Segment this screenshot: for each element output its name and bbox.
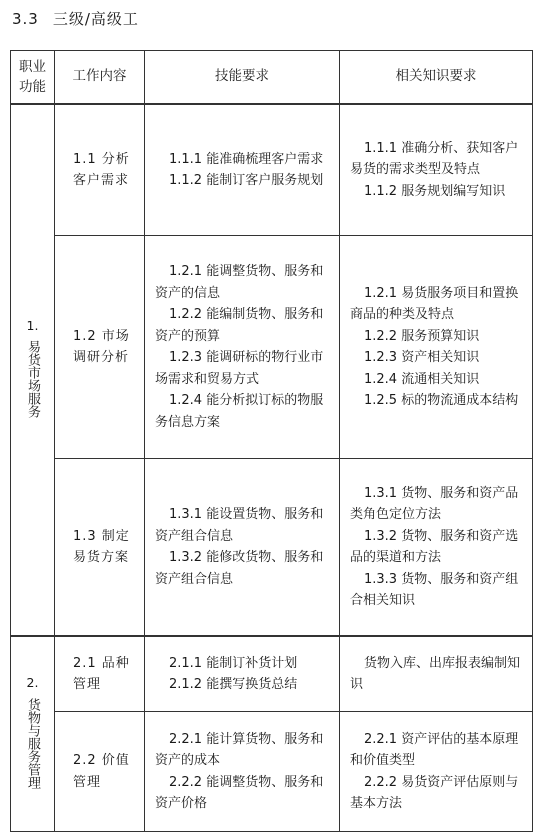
skills-cell [145,712,340,832]
table-row [11,459,533,637]
knowledge-item: 1.2.3 资产相关知识 [364,350,480,365]
skill-item: 1.2.1 能调整货物、服务和资产的信息 [155,264,324,301]
header-knowledge: 相关知识要求 [340,51,533,105]
header-content: 工作内容 [55,51,145,105]
function-name: 易货市场服务 [25,340,40,418]
skill-item: 1.2.3 能调研标的物行业市场需求和贸易方式 [155,350,324,387]
knowledge-item: 1.1.1 准确分析、获知客户易货的需求类型及特点 [350,140,519,178]
skills-cell [145,636,340,712]
header-skills: 技能要求 [145,51,340,105]
skill-item: 2.2.2 能调整货物、服务和资产价格 [155,774,324,811]
knowledge-cell [340,636,533,712]
section-title [12,8,139,29]
skill-item: 1.1.1 能准确梳理客户需求 [169,151,324,167]
skill-requirements-table [10,50,533,832]
knowledge-item: 2.2.2 易货资产评估原则与基本方法 [350,774,519,811]
header-function: 职业功能 [11,51,55,105]
skill-item: 1.2.2 能编制货物、服务和资产的预算 [155,307,324,344]
skills-cell [145,104,340,236]
function-number: 2. [26,675,39,690]
knowledge-item: 1.3.2 货物、服务和资产选品的渠道和方法 [350,528,519,565]
work-content: 1.1 分析客户需求 [55,104,145,236]
skills-cell [145,459,340,637]
skill-item: 1.3.1 能设置货物、服务和资产组合信息 [155,507,324,544]
skill-item: 1.2.4 能分析拟订标的物服务信息方案 [155,393,324,430]
knowledge-item: 1.2.4 流通相关知识 [364,371,480,387]
function-cell-2 [11,636,55,832]
skill-item: 2.1.1 能制订补货计划 [169,655,298,671]
knowledge-cell [340,459,533,637]
section-heading: 三级/高级工 [52,10,139,28]
skill-item: 1.1.2 能制订客户服务规划 [169,173,324,188]
knowledge-cell [340,236,533,459]
table-header-row [11,51,533,105]
section-number: 3.3 [12,10,39,28]
skill-item: 2.2.1 能计算货物、服务和资产的成本 [155,731,324,768]
function-cell-1 [11,104,55,636]
knowledge-item: 货物入库、出库报表编制知识 [350,655,521,692]
skill-item: 2.1.2 能撰写换货总结 [169,677,298,692]
table-row [11,104,533,236]
table-row [11,636,533,712]
knowledge-cell [340,104,533,236]
knowledge-item: 2.2.1 资产评估的基本原理和价值类型 [350,731,519,768]
function-number: 1. [26,317,39,333]
knowledge-item: 1.1.2 服务规划编写知识 [364,183,506,199]
table-row [11,236,533,459]
knowledge-item: 1.2.1 易货服务项目和置换商品的种类及特点 [350,285,519,322]
knowledge-item: 1.2.5 标的物流通成本结构 [364,393,519,408]
skill-item: 1.3.2 能修改货物、服务和资产组合信息 [155,550,324,587]
table-row [11,712,533,832]
work-content: 2.1 品种管理 [55,636,145,712]
work-content: 1.3 制定易货方案 [55,459,145,637]
work-content: 2.2 价值管理 [55,712,145,832]
work-content: 1.2 市场调研分析 [55,236,145,459]
function-name: 货物与服务管理 [25,697,40,789]
skills-cell [145,236,340,459]
knowledge-cell [340,712,533,832]
knowledge-item: 1.2.2 服务预算知识 [364,328,480,344]
knowledge-item: 1.3.1 货物、服务和资产品类角色定位方法 [350,485,519,522]
knowledge-item: 1.3.3 货物、服务和资产组合相关知识 [350,571,519,608]
